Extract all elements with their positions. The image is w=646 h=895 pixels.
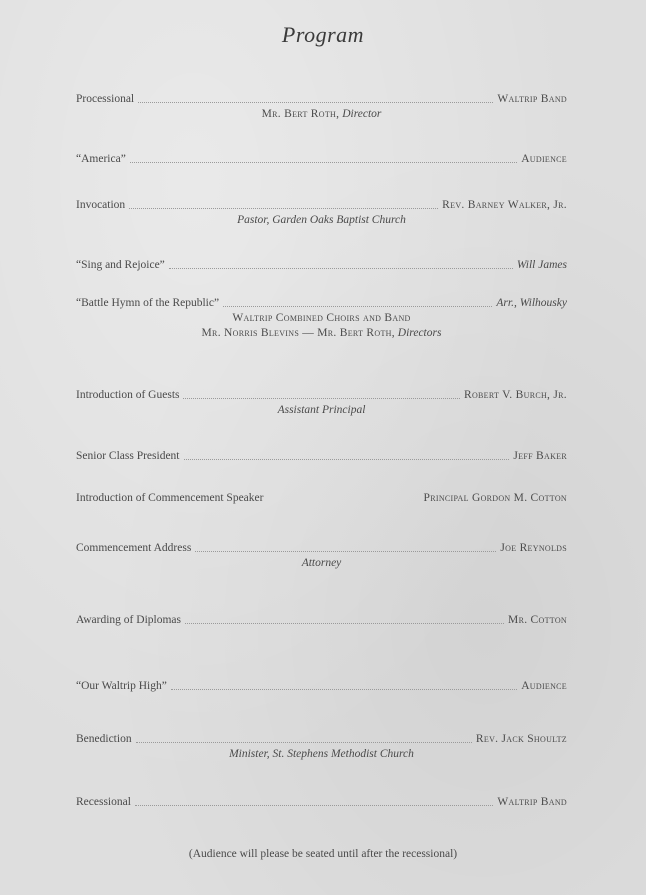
credit-name: Mr. Bert Roth, xyxy=(261,108,340,120)
item-performer: Jeff Baker xyxy=(513,450,567,462)
program-item-battle-hymn xyxy=(76,295,567,341)
item-title: “America” xyxy=(76,153,126,165)
item-credit-directors xyxy=(76,326,567,341)
item-title: Invocation xyxy=(76,199,126,211)
item-performer: Rev. Barney Walker, Jr. xyxy=(442,199,567,211)
credit-role: Director xyxy=(342,108,382,120)
credit-names: Mr. Norris Blevins — Mr. Bert Roth, xyxy=(201,327,395,339)
item-performer: Will James xyxy=(516,259,567,271)
item-title: Awarding of Diplomas xyxy=(76,614,181,626)
item-credit xyxy=(76,107,567,122)
program-item-invocation xyxy=(76,197,567,228)
leader-dots xyxy=(129,208,438,209)
item-performer: Rev. Jack Shoultz xyxy=(475,733,567,745)
program-item-introduction-of-guests xyxy=(76,387,567,418)
program-item-sing-and-rejoice xyxy=(76,257,567,273)
leader-dots xyxy=(195,551,496,552)
item-credit: Attorney xyxy=(301,557,342,569)
item-credit: Pastor, Garden Oaks Baptist Church xyxy=(237,214,406,226)
program-item-america xyxy=(76,151,567,167)
item-title: “Our Waltrip High” xyxy=(76,680,167,692)
leader-dots xyxy=(185,623,504,624)
item-credit: Waltrip Combined Choirs and Band xyxy=(232,312,411,324)
item-performer: Robert V. Burch, Jr. xyxy=(464,389,567,401)
item-performer: Principal Gordon M. Cotton xyxy=(423,492,567,504)
program-item-benediction xyxy=(76,731,567,762)
item-title: Benediction xyxy=(76,733,132,745)
item-title: “Battle Hymn of the Republic” xyxy=(76,297,220,309)
item-credit: Assistant Principal xyxy=(277,404,366,416)
leader-dots xyxy=(169,268,513,269)
item-performer: Mr. Cotton xyxy=(508,614,567,626)
item-performer: Waltrip Band xyxy=(497,796,567,808)
program-item-commencement-address xyxy=(76,540,567,571)
page-title: Program xyxy=(281,22,365,47)
item-title: Senior Class President xyxy=(76,450,180,462)
program-item-processional xyxy=(76,91,567,122)
leader-dots xyxy=(135,805,493,806)
item-title: “Sing and Rejoice” xyxy=(76,259,165,271)
program-item-recessional xyxy=(76,794,567,810)
item-performer: Waltrip Band xyxy=(497,93,567,105)
item-performer: Joe Reynolds xyxy=(500,542,567,554)
program-item-senior-class-president xyxy=(76,448,567,464)
leader-dots xyxy=(130,162,517,163)
item-title: Introduction of Guests xyxy=(76,389,180,401)
program-item-introduction-of-speaker xyxy=(76,490,567,506)
item-title: Commencement Address xyxy=(76,542,192,554)
program-item-awarding-diplomas xyxy=(76,612,567,628)
credit-role: Directors xyxy=(397,327,442,339)
item-performer: Audience xyxy=(521,680,567,692)
leader-dots xyxy=(183,398,460,399)
item-performer: Arr., Wilhousky xyxy=(496,297,567,309)
leader-dots xyxy=(184,459,510,460)
item-title: Recessional xyxy=(76,796,131,808)
leader-dots xyxy=(138,102,493,103)
item-performer: Audience xyxy=(521,153,567,165)
leader-dots xyxy=(223,306,492,307)
item-credit: Minister, St. Stephens Methodist Church xyxy=(229,748,414,760)
leader-dots xyxy=(171,689,517,690)
program-item-our-waltrip-high xyxy=(76,678,567,694)
item-title: Processional xyxy=(76,93,135,105)
leader-dots xyxy=(136,742,472,743)
item-title: Introduction of Commencement Speaker xyxy=(76,492,264,504)
seating-note: (Audience will please be seated until after the recessional) xyxy=(188,848,458,860)
